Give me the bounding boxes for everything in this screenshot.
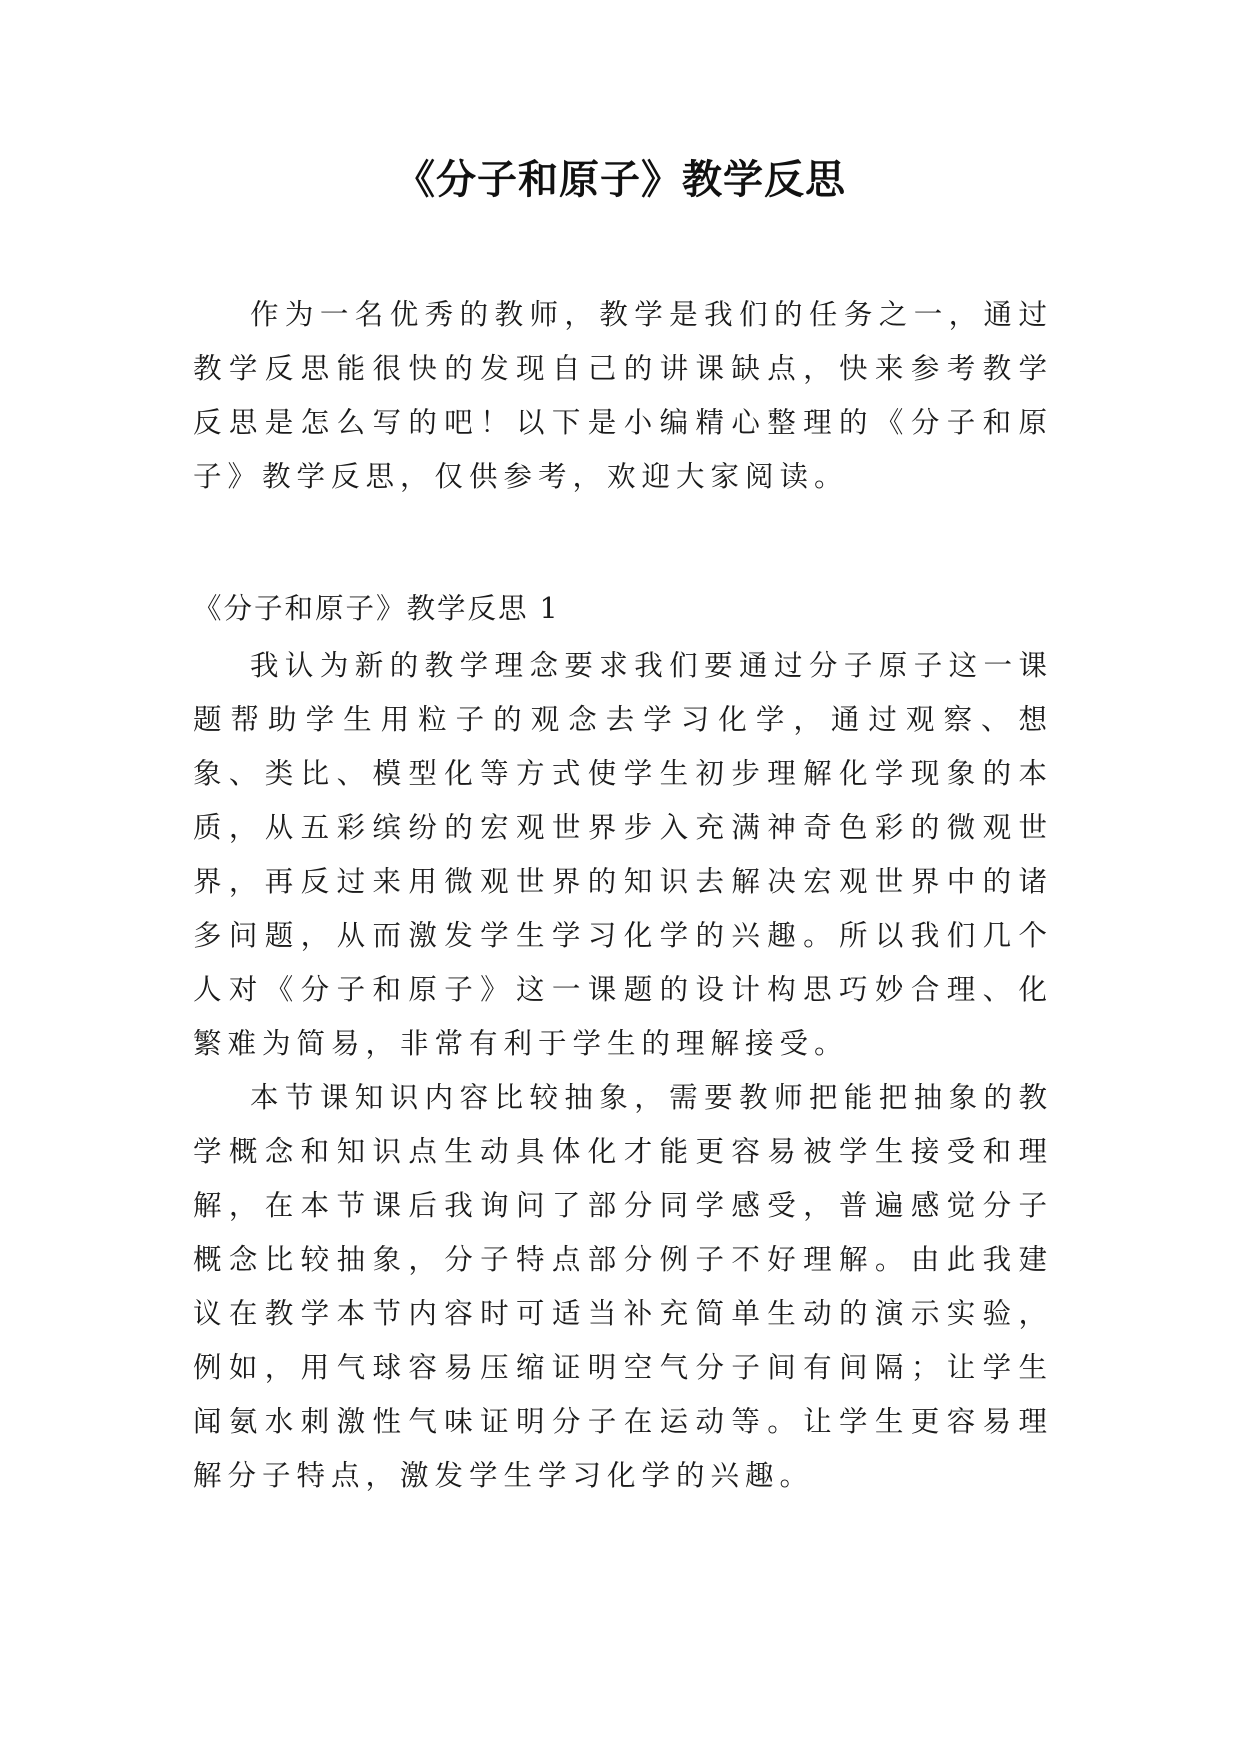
intro-paragraph: 作为一名优秀的教师，教学是我们的任务之一，通过教学反思能很快的发现自己的讲课缺点，快来参考教学反思是怎么写的吧！以下是小编精心整理的《分子和原子》教学反思，仅供参考，欢迎大家阅读。 [193,298,1053,493]
document-title: 《分子和原子》教学反思 [395,157,846,203]
body-paragraph: 我认为新的教学理念要求我们要通过分子原子这一课题帮助学生用粒子的观念去学习化学，通过观察、想象、类比、模型化等方式使学生初步理解化学现象的本质，从五彩缤纷的宏观世界步入充满神奇色彩的微观世界，再反过来用微观世界的知识去解决宏观世界中的诸多问题，从而激发学生学习化学的兴趣。所以我们几个人对《分子和原子》这一课题的设计构思巧妙合理、化繁难为简易，非常有利于学生的理解接受。 [193,649,1053,1060]
intro-block [193,288,1053,504]
section-body [193,639,1053,1503]
section-heading: 《分子和原子》教学反思 1 [193,592,560,625]
body-paragraph: 本节课知识内容比较抽象，需要教师把能把抽象的教学概念和知识点生动具体化才能更容易被学生接受和理解，在本节课后我询问了部分同学感受，普遍感觉分子概念比较抽象，分子特点部分例子不好理解。由此我建议在教学本节内容时可适当补充简单生动的演示实验，例如，用气球容易压缩证明空气分子间有间隔；让学生闻氨水刺激性气味证明分子在运动等。让学生更容易理解分子特点，激发学生学习化学的兴趣。 [193,1081,1053,1492]
